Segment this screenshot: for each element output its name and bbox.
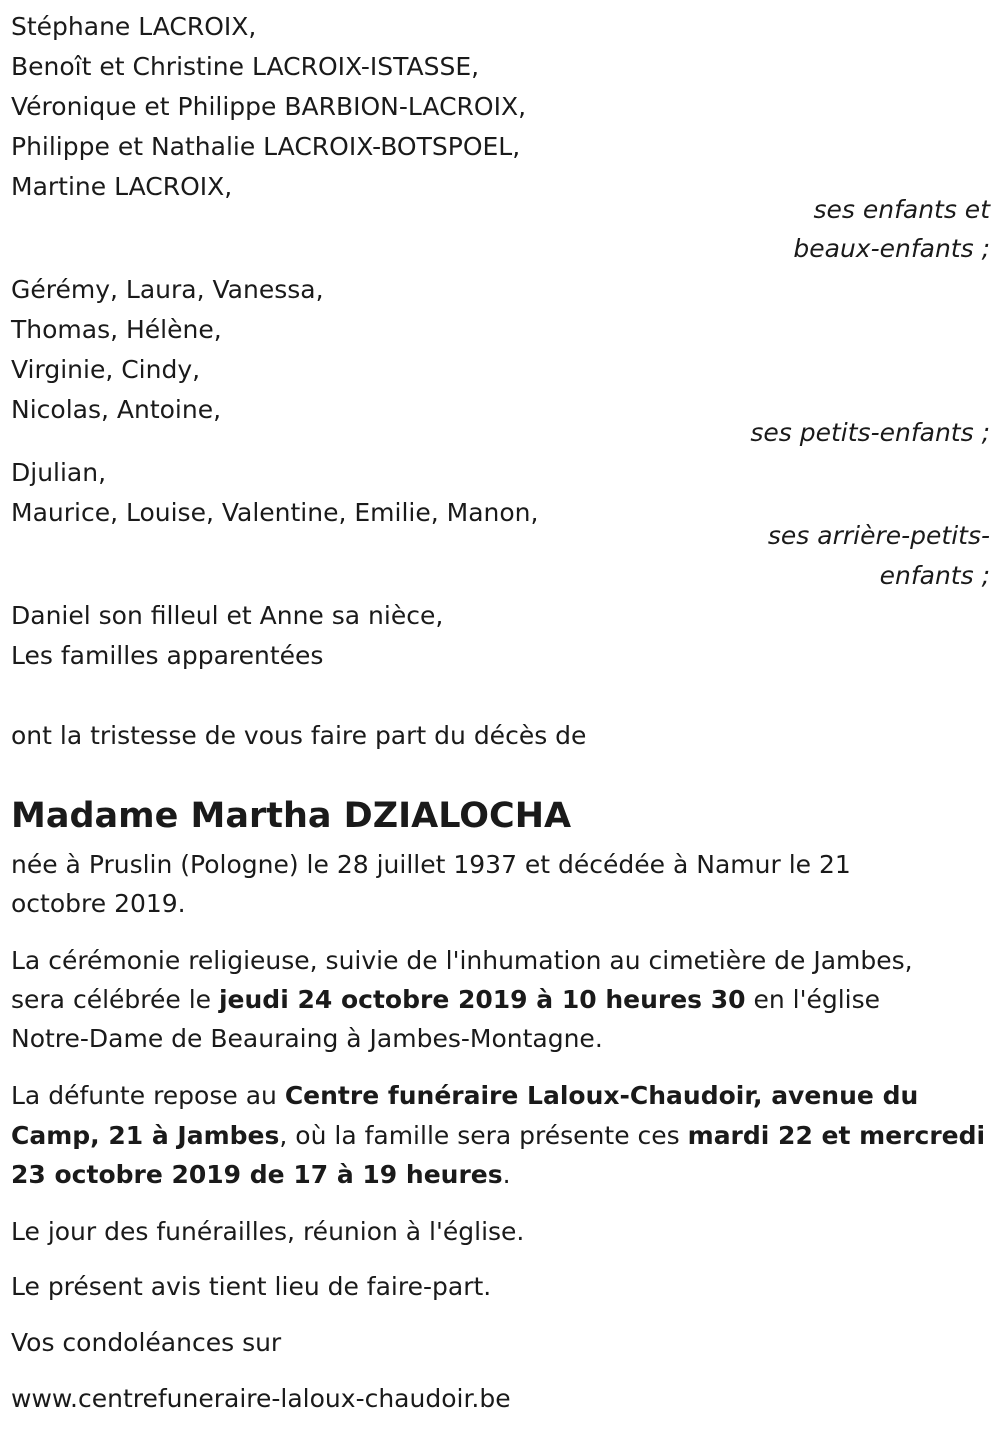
repose-text: La défunte repose au: [11, 1081, 285, 1110]
website-link[interactable]: www.centrefuneraire-laloux-chaudoir.be: [11, 1384, 511, 1413]
grandchild-name: Thomas, Hélène,: [11, 315, 222, 344]
deceased-name: Madame Martha DZIALOCHA: [11, 796, 572, 836]
repose-line: [11, 1076, 918, 1116]
ceremony-text: en l'église: [745, 985, 881, 1014]
repose-text: .: [502, 1160, 511, 1189]
ceremony-line: [11, 980, 880, 1020]
relation-grandchildren: ses petits-enfants ;: [750, 418, 990, 447]
other-relative: Daniel son filleul et Anne sa nièce,: [11, 601, 444, 630]
ceremony-date: jeudi 24 octobre 2019 à 10 heures 30: [218, 985, 746, 1014]
notice-note: Le présent avis tient lieu de faire-part.: [11, 1272, 492, 1301]
announcement: ont la tristesse de vous faire part du décès de: [11, 721, 587, 750]
great-grandchild-name: Djulian,: [11, 458, 107, 487]
child-name: Philippe et Nathalie LACROIX-BOTSPOEL,: [11, 132, 521, 161]
funeral-day-note: Le jour des funérailles, réunion à l'église.: [11, 1217, 525, 1246]
relation-great-grandchildren: ses arrière-petits-: [767, 521, 990, 550]
great-grandchild-name: Maurice, Louise, Valentine, Emilie, Manon,: [11, 498, 539, 527]
other-relative: Les familles apparentées: [11, 641, 324, 670]
grandchild-name: Virginie, Cindy,: [11, 355, 201, 384]
repose-dates: mardi 22 et mercredi: [687, 1121, 986, 1150]
grandchild-name: Gérémy, Laura, Vanessa,: [11, 275, 324, 304]
condolences-label: Vos condoléances sur: [11, 1328, 282, 1357]
repose-location: Centre funéraire Laloux-Chaudoir, avenue du: [284, 1081, 919, 1110]
relation-children: ses enfants et: [813, 195, 990, 224]
ceremony-line: Notre-Dame de Beauraing à Jambes-Montagne.: [11, 1024, 603, 1053]
child-name: Martine LACROIX,: [11, 172, 233, 201]
child-name: Stéphane LACROIX,: [11, 12, 257, 41]
repose-location: Camp, 21 à Jambes: [11, 1121, 280, 1150]
grandchild-name: Nicolas, Antoine,: [11, 395, 222, 424]
ceremony-line: La cérémonie religieuse, suivie de l'inhumation au cimetière de Jambes,: [11, 946, 913, 975]
repose-line: [11, 1155, 511, 1195]
repose-text: , où la famille sera présente ces: [279, 1121, 688, 1150]
relation-great-grandchildren: enfants ;: [879, 561, 990, 590]
child-name: Véronique et Philippe BARBION-LACROIX,: [11, 92, 527, 121]
birth-death-line: octobre 2019.: [11, 889, 186, 918]
relation-children: beaux-enfants ;: [793, 234, 990, 263]
birth-death-line: née à Pruslin (Pologne) le 28 juillet 1937 et décédée à Namur le 21: [11, 850, 851, 879]
child-name: Benoît et Christine LACROIX-ISTASSE,: [11, 52, 480, 81]
repose-line: [11, 1116, 985, 1156]
ceremony-text: sera célébrée le: [11, 985, 219, 1014]
repose-dates: 23 octobre 2019 de 17 à 19 heures: [11, 1160, 503, 1189]
